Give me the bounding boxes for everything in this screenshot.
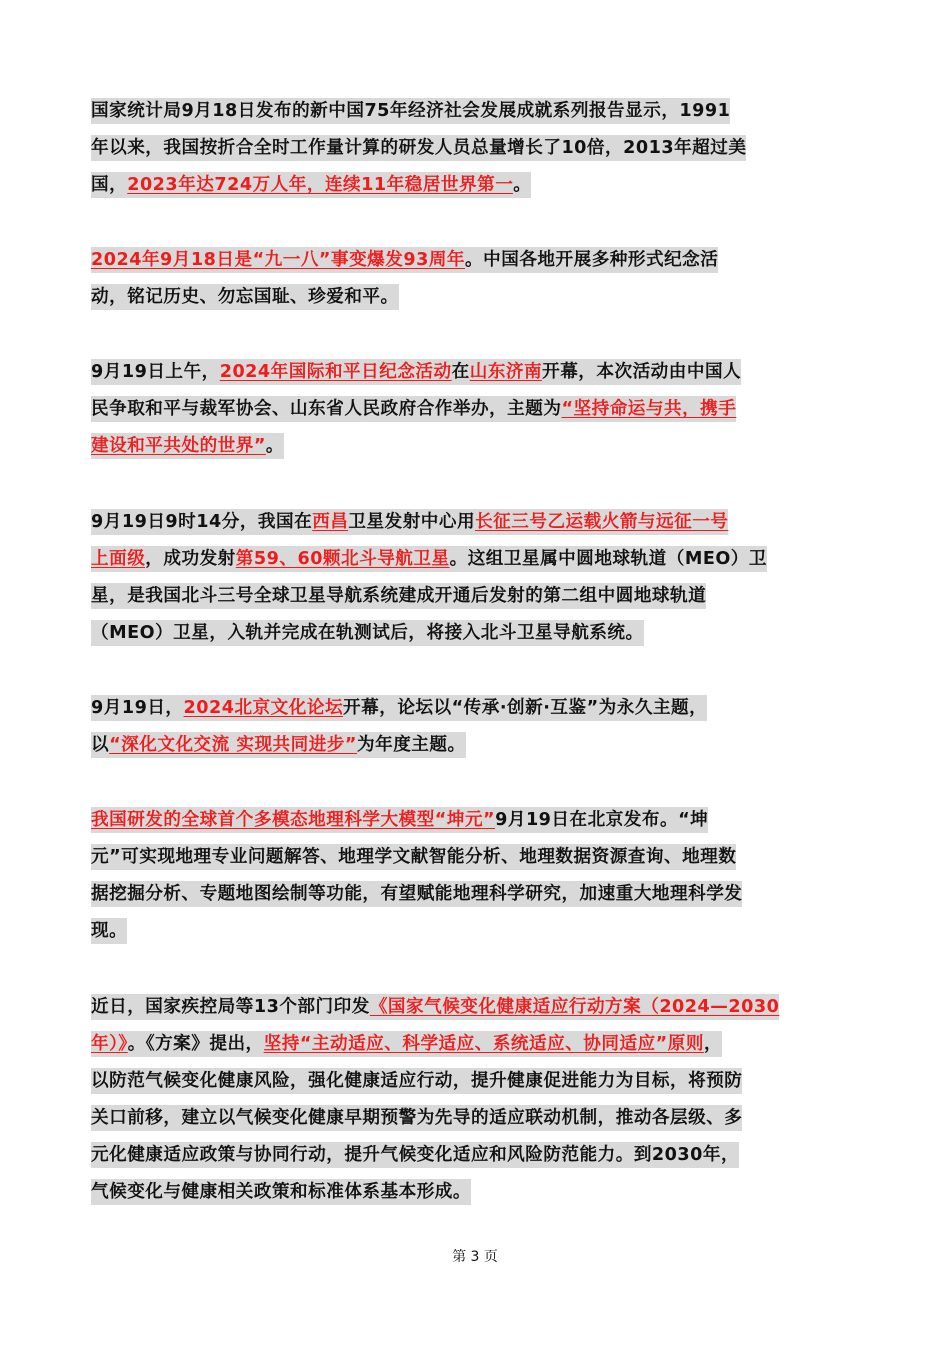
text-line <box>91 278 861 315</box>
page-number: 第 3 页 <box>452 1249 498 1265</box>
body-text: 在 <box>452 359 470 385</box>
text-line <box>91 988 861 1025</box>
body-text: 元化健康适应政策与协同行动，提升气候变化适应和风险防范能力。到2030年， <box>91 1142 739 1168</box>
text-line <box>91 726 861 763</box>
highlighted-text: “坚持命运与共，携手 <box>561 396 736 422</box>
highlighted-text: 长征三号乙运载火箭与远征一号 <box>475 509 728 535</box>
text-line <box>91 689 861 726</box>
text-line <box>91 1025 861 1062</box>
paragraph <box>91 503 861 651</box>
text-line <box>91 838 861 875</box>
body-text: ，成功发射 <box>145 546 235 572</box>
highlighted-text: 坚持“主动适应、科学适应、系统适应、协同适应”原则 <box>264 1031 704 1057</box>
highlighted-text: 上面级 <box>91 546 145 572</box>
highlighted-text: 山东济南 <box>470 359 542 385</box>
text-line <box>91 614 861 651</box>
text-line <box>91 801 861 838</box>
highlighted-text: 建设和平共处的世界” <box>91 433 266 459</box>
text-line <box>91 912 861 949</box>
body-text: 国， <box>91 172 127 198</box>
text-line <box>91 353 861 390</box>
text-line <box>91 540 861 577</box>
body-text: 现。 <box>91 918 127 944</box>
body-text: 据挖掘分析、专题地图绘制等功能，有望赋能地理科学研究，加速重大地理科学发 <box>91 881 742 907</box>
text-line <box>91 427 861 464</box>
body-text: 。中国各地开展多种形式纪念活 <box>465 247 718 273</box>
body-text: 。这组卫星属中圆地球轨道（MEO）卫 <box>450 546 767 572</box>
body-text: ， <box>704 1031 722 1057</box>
text-line <box>91 1062 861 1099</box>
body-text: 关口前移，建立以气候变化健康早期预警为先导的适应联动机制，推动各层级、多 <box>91 1105 742 1131</box>
body-text: 元”可实现地理专业问题解答、地理学文献智能分析、地理数据资源查询、地理数 <box>91 844 736 870</box>
body-text: 9月19日在北京发布。“坤 <box>495 807 708 833</box>
body-text: 星，是我国北斗三号全球卫星导航系统建成开通后发射的第二组中圆地球轨道 <box>91 583 706 609</box>
text-line <box>91 241 861 278</box>
highlighted-text: “深化文化交流 实现共同进步” <box>109 732 357 758</box>
paragraph <box>91 92 861 203</box>
text-line <box>91 503 861 540</box>
highlighted-text: 2024年国际和平日纪念活动 <box>220 359 452 385</box>
highlighted-text: 《国家气候变化健康适应行动方案（2024—2030 <box>370 994 780 1020</box>
highlighted-text: 我国研发的全球首个多模态地理科学大模型“坤元” <box>91 807 495 833</box>
paragraph <box>91 241 861 315</box>
body-text: 以防范气候变化健康风险，强化健康适应行动，提升健康促进能力为目标，将预防 <box>91 1068 742 1094</box>
text-line <box>91 875 861 912</box>
text-line <box>91 1173 861 1210</box>
body-text: 9月19日， <box>91 695 184 721</box>
text-line <box>91 1136 861 1173</box>
body-text: 。 <box>513 172 531 198</box>
text-line <box>91 390 861 427</box>
body-text: 国家统计局9月18日发布的新中国75年经济社会发展成就系列报告显示，1991 <box>91 98 730 124</box>
body-text: （MEO）卫星，入轨并完成在轨测试后，将接入北斗卫星导航系统。 <box>91 620 644 646</box>
paragraph <box>91 801 861 949</box>
body-text: 为年度主题。 <box>357 732 466 758</box>
highlighted-text: 西昌 <box>312 509 348 535</box>
body-text: 气候变化与健康相关政策和标准体系基本形成。 <box>91 1179 471 1205</box>
highlighted-text: 2024年9月18日是“九一八”事变爆发93周年 <box>91 247 465 273</box>
body-text: 开幕，论坛以“传承·创新·互鉴”为永久主题， <box>343 695 707 721</box>
highlighted-text: 2024北京文化论坛 <box>184 695 344 721</box>
text-line <box>91 166 861 203</box>
highlighted-text: 年）》 <box>91 1031 128 1057</box>
body-text: 年以来，我国按折合全时工作量计算的研发人员总量增长了10倍，2013年超过美 <box>91 135 746 161</box>
text-line <box>91 1099 861 1136</box>
body-text: 卫星发射中心用 <box>348 509 475 535</box>
body-text: 以 <box>91 732 109 758</box>
paragraph <box>91 689 861 763</box>
body-text: 。《方案》提出， <box>128 1031 264 1057</box>
body-text: 民争取和平与裁军协会、山东省人民政府合作举办，主题为 <box>91 396 561 422</box>
body-text: 动，铭记历史、勿忘国耻、珍爱和平。 <box>91 284 399 310</box>
highlighted-text: 2023年达724万人年，连续11年稳居世界第一 <box>127 172 513 198</box>
text-line <box>91 129 861 166</box>
paragraph <box>91 988 861 1210</box>
highlighted-text: 第59、60颗北斗导航卫星 <box>236 546 450 572</box>
body-text: 。 <box>266 433 284 459</box>
body-text: 近日，国家疾控局等13个部门印发 <box>91 994 370 1020</box>
body-text: 开幕，本次活动由中国人 <box>542 359 741 385</box>
text-line <box>91 92 861 129</box>
paragraph <box>91 353 861 464</box>
body-text: 9月19日上午， <box>91 359 220 385</box>
body-text: 9月19日9时14分，我国在 <box>91 509 312 535</box>
text-line <box>91 577 861 614</box>
